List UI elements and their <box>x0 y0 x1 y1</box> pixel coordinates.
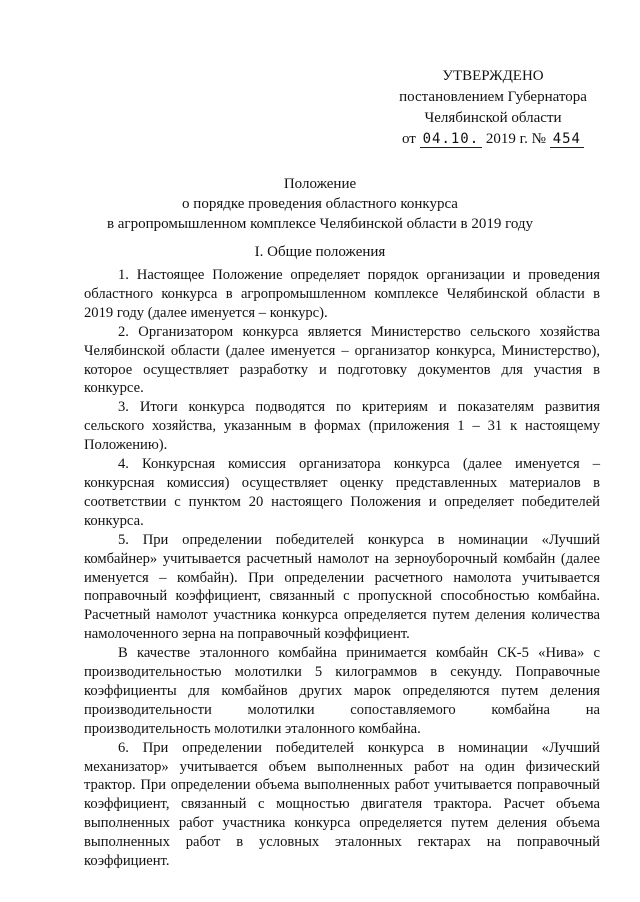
decree-date: 04.10. <box>420 131 483 148</box>
decree-number: 454 <box>550 131 584 148</box>
paragraph-5: 5. При определении победителей конкурса в номинации «Лучший комбайнер» учитывается расчетный намолот на зерноуборочный комбайн (далее именуется – комбайн). При определении расчетного намолота учитывается поправочный коэффициент, связанный с пропускной способностью комбайна. Расчетный намолот участника конкурса определяется путем деления количества намолоченного зерна на поправочный коэффициент. <box>84 531 600 643</box>
document-title <box>0 174 640 234</box>
paragraph-3: 3. Итоги конкурса подводятся по критериям и показателям развития сельского хозяйства, указанным в формах (приложения 1 – 31 к настоящему Положению). <box>84 399 600 454</box>
title-line-2: о порядке проведения областного конкурса <box>182 196 458 212</box>
section-heading: I. Общие положения <box>254 244 386 260</box>
approval-date-line <box>388 129 598 150</box>
body-text <box>84 266 600 871</box>
approval-line-decree: постановлением Губернатора <box>399 89 587 105</box>
paragraph-5-continued: В качестве эталонного комбайна принимается комбайн СК-5 «Нива» с производительностью молотилки 5 килограммов в секунду. Поправочные коэффициенты для комбайнов других марок определяются путем деления производительности молотилки сопоставляемого комбайна на производительность молотилки эталонного комбайна. <box>84 645 600 737</box>
approval-line-region: Челябинской области <box>424 110 562 126</box>
approval-stamp: УТВЕРЖДЕНО <box>442 68 544 84</box>
title-line-1: Положение <box>283 176 357 192</box>
title-line-3: в агропромышленном комплексе Челябинской области в 2019 году <box>106 216 534 232</box>
paragraph-6: 6. При определении победителей конкурса в номинации «Лучший механизатор» учитывается объем выполненных работ на один физический трактор. При определении объема выполненных работ учитывается поправочный коэффициент, связанный с мощностью двигателя трактора. Расчет объема выполненных работ участника конкурса определяется путем деления объема выполненных работ в условных эталонных гектарах на поправочный коэффициент. <box>84 739 600 870</box>
year-number-label: 2019 г. № <box>485 131 546 147</box>
date-prefix: от <box>401 131 416 147</box>
paragraph-4: 4. Конкурсная комиссия организатора конкурса (далее именуется – конкурсная комиссия) осуществляет оценку представленных материалов в соответствии с пунктом 20 настоящего Положения и определяет победителей конкурса. <box>84 456 600 529</box>
paragraph-2: 2. Организатором конкурса является Министерство сельского хозяйства Челябинской области (далее именуется – организатор конкурса, Министерство), которое осуществляет разработку и подготовку документов для участия в конкурсе. <box>84 323 600 397</box>
paragraph-1: 1. Настоящее Положение определяет порядок организации и проведения областного конкурса в агропромышленном комплексе Челябинской области в 2019 году (далее именуется – конкурс). <box>84 267 600 321</box>
approval-block <box>388 66 598 150</box>
